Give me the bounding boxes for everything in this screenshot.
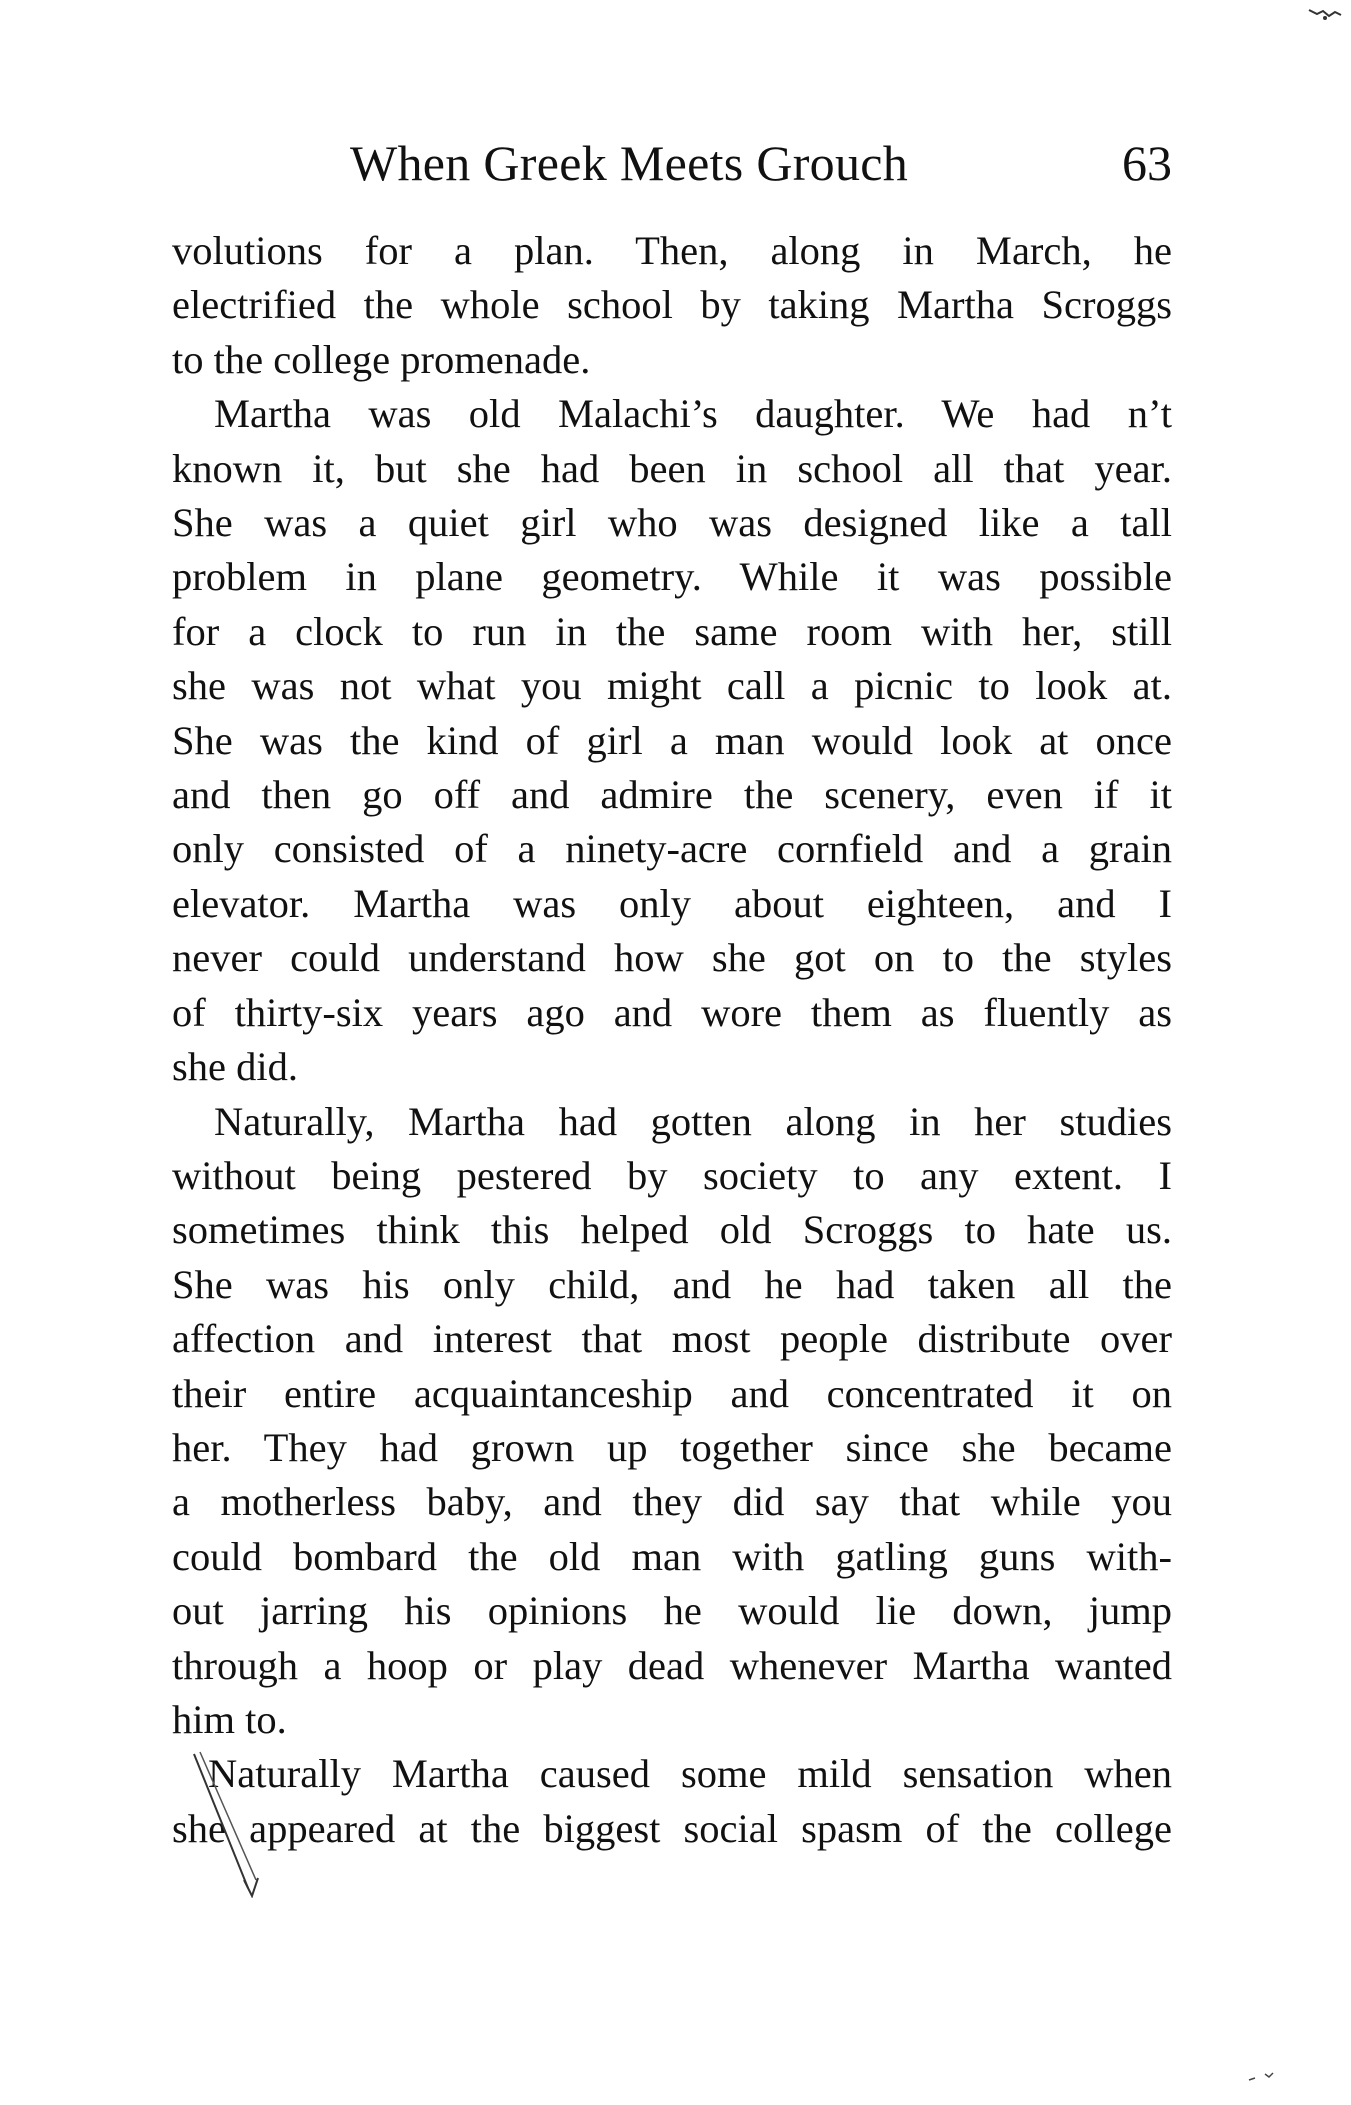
text-line: she appeared at the biggest social spasm of the college [172,1805,1172,1851]
text-line: of thirty-six years ago and wore them as fluently as [172,989,1172,1035]
text-line: and then go off and admire the scenery, even if it [172,772,1172,818]
body-text [172,224,1172,1856]
paragraph-4 [172,1747,1172,1856]
text-line: known it, but she had been in school all that year. [172,445,1172,491]
text-line: could bombard the old man with gatling guns with- [172,1533,1172,1579]
text-line: her. They had grown up together since she became [172,1424,1172,1470]
text-line: sometimes think this helped old Scroggs to hate us. [172,1207,1172,1253]
text-line: a motherless baby, and they did say that while you [172,1479,1172,1525]
running-title: When Greek Meets Grouch [350,135,909,191]
paragraph-1 [172,224,1172,387]
text-line: Martha was old Malachi’s daughter. We had n’t [214,391,1172,437]
text-line: She was a quiet girl who was designed like a tall [172,500,1172,546]
text-line: never could understand how she got on to the styles [172,935,1172,981]
scan-speck-mark [1305,4,1345,24]
text-line: for a clock to run in the same room with her, still [172,608,1172,654]
text-line: him to. [172,1696,287,1742]
text-line: to the college promenade. [172,336,591,382]
text-line: Naturally, Martha had gotten along in her studies [214,1098,1172,1144]
text-line: She was his only child, and he had taken all the [172,1261,1172,1307]
scan-speck-mark [1245,2068,1285,2088]
text-line: electrified the whole school by taking Martha Scroggs [172,282,1172,328]
text-line: through a hoop or play dead whenever Martha wanted [172,1642,1172,1688]
text-line: Naturally Martha caused some mild sensation when [208,1751,1172,1797]
text-line: only consisted of a ninety-acre cornfield and a grain [172,826,1172,872]
text-line: she was not what you might call a picnic to look at. [172,663,1172,709]
text-line: She was the kind of girl a man would look at once [172,717,1172,763]
running-header [172,128,1172,198]
paragraph-3 [172,1095,1172,1748]
text-line: elevator. Martha was only about eighteen, and I [172,880,1172,926]
paragraph-2 [172,387,1172,1094]
text-line: volutions for a plan. Then, along in March, he [172,228,1172,273]
pencil-check-mark [186,1748,276,1898]
text-line: affection and interest that most people distribute over [172,1316,1172,1362]
page-number: 63 [1122,135,1172,191]
text-line: she did. [172,1044,298,1090]
text-line: out jarring his opinions he would lie down, jump [172,1588,1172,1634]
text-line: without being pestered by society to any extent. I [172,1152,1172,1198]
text-line: problem in plane geometry. While it was possible [172,554,1172,600]
text-line: their entire acquaintanceship and concentrated it on [172,1370,1172,1416]
